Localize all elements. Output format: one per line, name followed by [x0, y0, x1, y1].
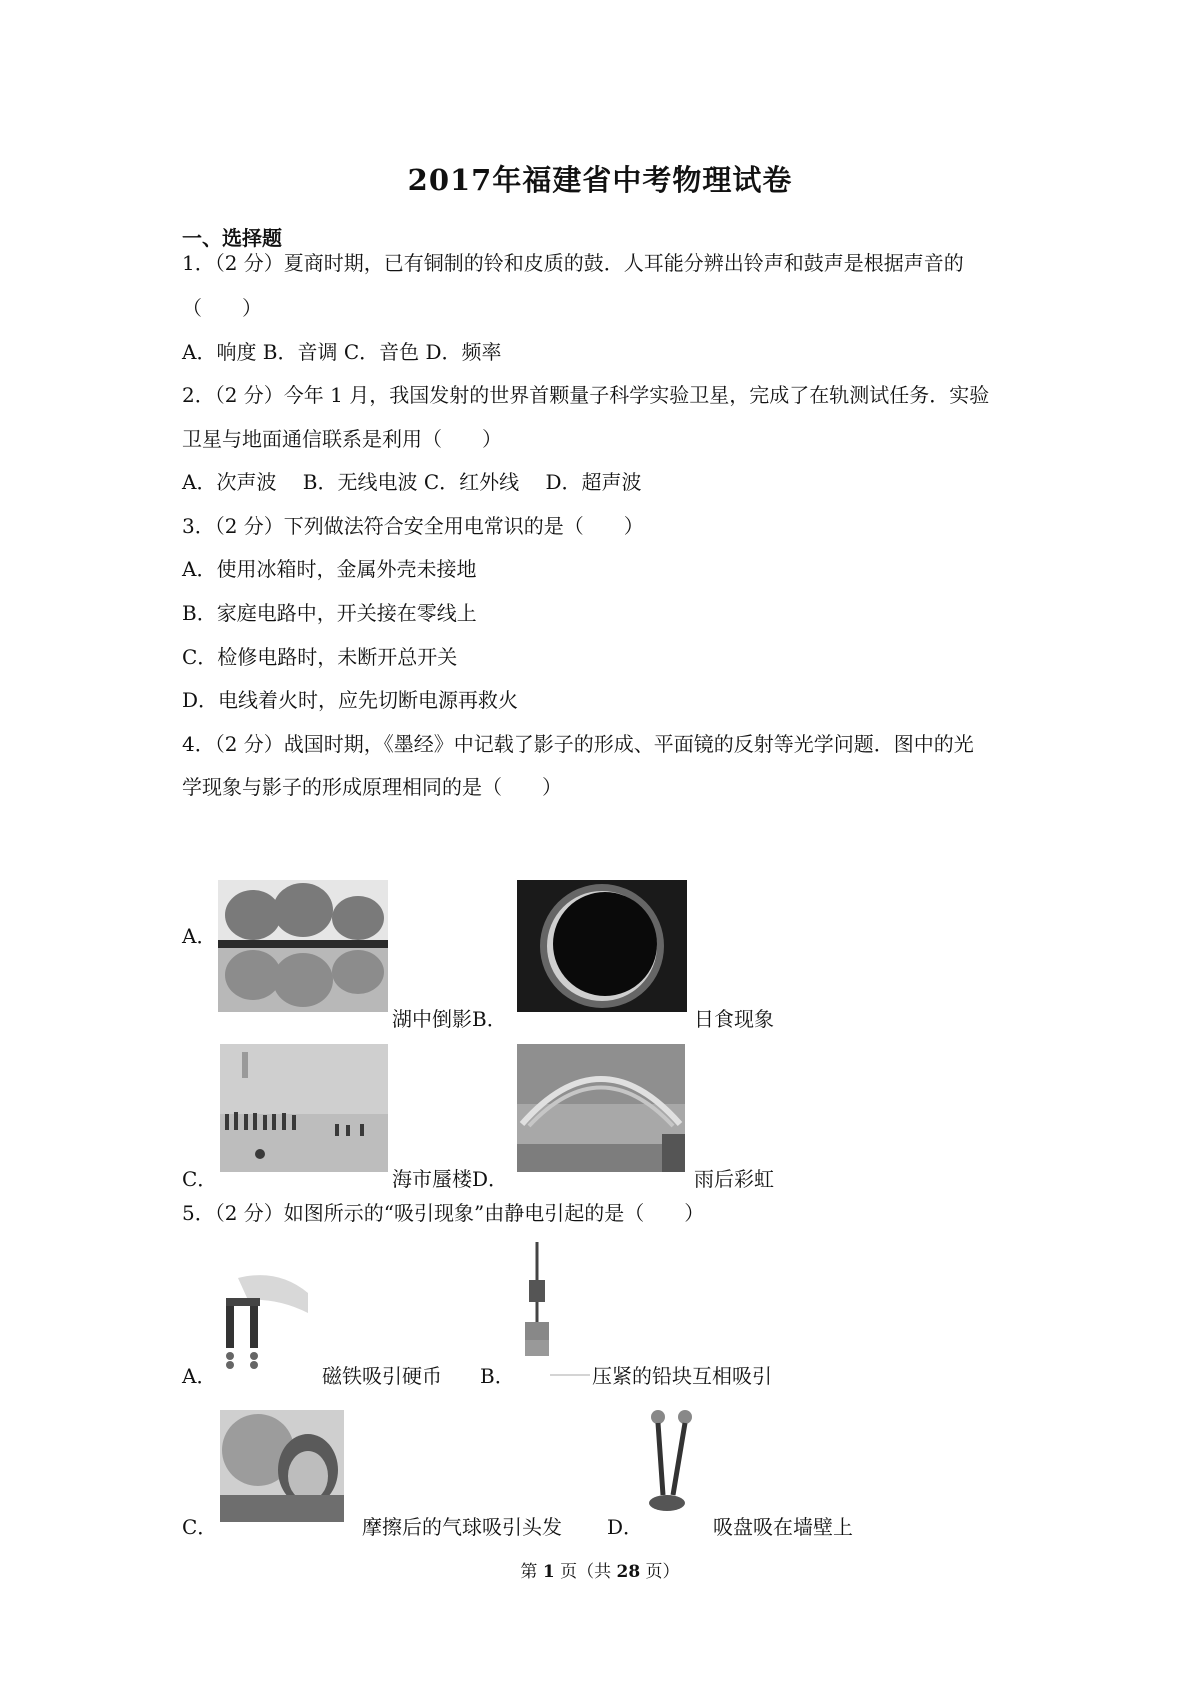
q4-a-letter: A． — [182, 924, 217, 948]
q4-stem-line1: 4．（2 分）战国时期，《墨经》中记载了影子的形成、平面镜的反射等光学问题．图中的光 — [182, 732, 974, 756]
q5-c-caption: 摩擦后的气球吸引头发 — [362, 1515, 562, 1539]
q1-stem-line1: 1．（2 分）夏商时期，已有铜制的铃和皮质的鼓．人耳能分辨出铃声和鼓声是根据声音的 — [182, 251, 964, 275]
rainbow-image — [517, 1044, 685, 1172]
current-page-number: 1 — [542, 1562, 555, 1582]
q5-a-caption: 磁铁吸引硬币 — [322, 1364, 442, 1388]
lake-reflection-image — [218, 880, 388, 1012]
q2-stem-line2: 卫星与地面通信联系是利用（ ） — [182, 427, 502, 451]
q2-stem-line1: 2．（2 分）今年 1 月，我国发射的世界首颗量子科学实验卫星，完成了在轨测试任务．实验 — [182, 383, 990, 407]
footer-middle: 页（共 — [554, 1562, 617, 1582]
q4-d-letter: D． — [472, 1167, 509, 1191]
page-footer — [0, 1557, 1200, 1582]
q1-options: A．响度 B．音调 C．音色 D．频率 — [182, 340, 502, 364]
footer-suffix: 页） — [640, 1562, 680, 1582]
q3-stem: 3．（2 分）下列做法符合安全用电常识的是（ ） — [182, 514, 644, 538]
q5-b-caption: 压紧的铅块互相吸引 — [592, 1364, 772, 1388]
q3-option-b: B．家庭电路中，开关接在零线上 — [182, 601, 477, 625]
q5-a-letter: A． — [182, 1364, 217, 1388]
q4-c-caption: 海市蜃楼 — [392, 1167, 472, 1191]
q2-options: A．次声波 B．无线电波 C．红外线 D．超声波 — [182, 470, 642, 494]
q5-d-caption: 吸盘吸在墙壁上 — [713, 1515, 853, 1539]
balloon-hair-image — [220, 1410, 344, 1522]
q5-stem: 5．（2 分）如图所示的“吸引现象”由静电引起的是（ ） — [182, 1201, 705, 1225]
q4-d-caption: 雨后彩虹 — [694, 1167, 774, 1191]
mirage-image — [220, 1044, 388, 1172]
footer-prefix: 第 — [520, 1562, 543, 1582]
q4-b-caption: 日食现象 — [694, 1007, 774, 1031]
q1-stem-line2: （ ） — [182, 296, 262, 320]
total-page-count: 28 — [616, 1562, 641, 1582]
q3-option-d: D．电线着火时，应先切断电源再救火 — [182, 688, 519, 712]
page-title: 2017年福建省中考物理试卷 — [407, 163, 793, 197]
magnet-coins-image — [218, 1268, 318, 1378]
q5-c-letter: C． — [182, 1515, 218, 1539]
q4-b-letter: B． — [472, 1007, 507, 1031]
q4-a-caption: 湖中倒影 — [392, 1007, 472, 1031]
q3-option-c: C．检修电路时，未断开总开关 — [182, 645, 458, 669]
section-heading: 一、选择题 — [182, 226, 282, 250]
q5-b-letter: B． — [480, 1364, 515, 1388]
solar-eclipse-image — [517, 880, 687, 1012]
q5-d-letter: D． — [607, 1515, 644, 1539]
suction-cup-image — [643, 1405, 703, 1520]
q3-option-a: A．使用冰箱时，金属外壳未接地 — [182, 557, 477, 581]
q4-c-letter: C． — [182, 1167, 218, 1191]
lead-blocks-image — [515, 1240, 590, 1380]
q4-stem-line2: 学现象与影子的形成原理相同的是（ ） — [182, 775, 562, 799]
